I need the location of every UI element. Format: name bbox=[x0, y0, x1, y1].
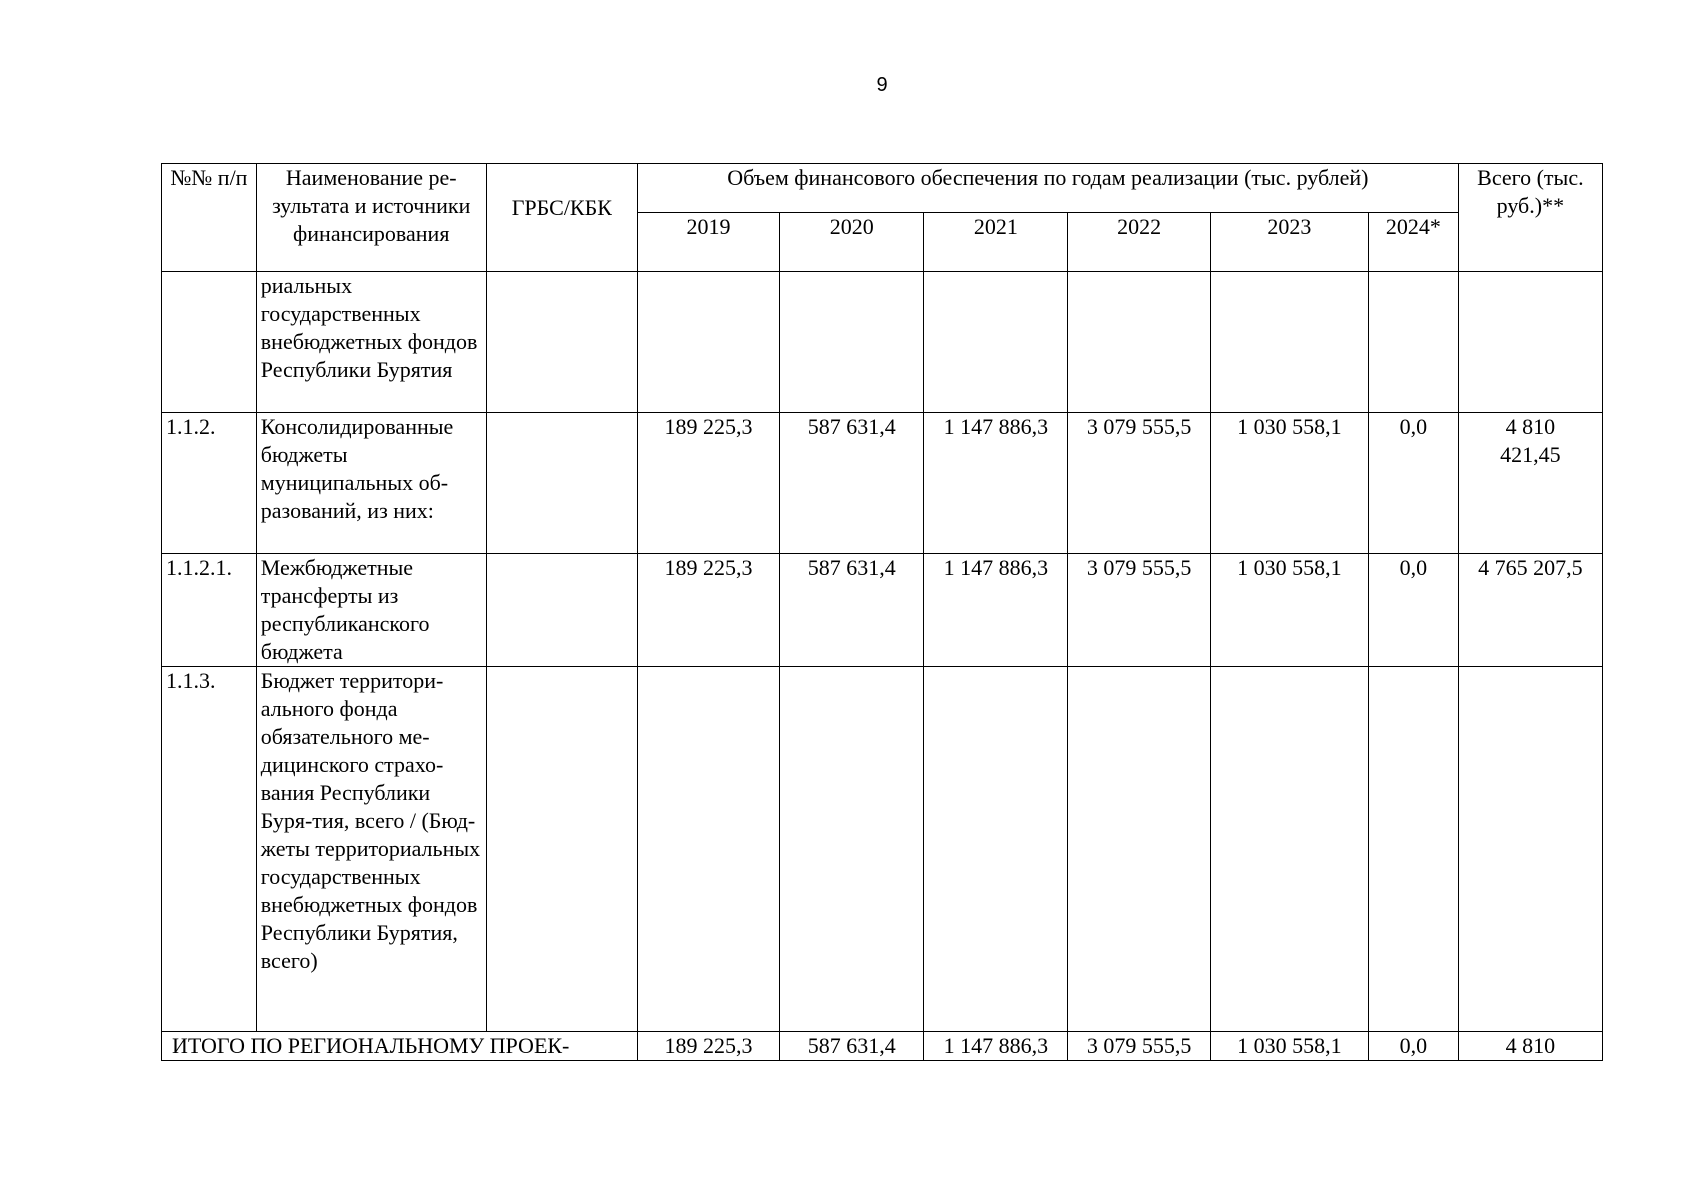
row-value bbox=[1210, 272, 1368, 413]
row-value: 3 079 555,5 bbox=[1068, 413, 1210, 554]
total-value: 189 225,3 bbox=[637, 1032, 779, 1061]
header-year: 2020 bbox=[780, 213, 924, 272]
row-value bbox=[924, 272, 1068, 413]
row-value: 189 225,3 bbox=[637, 554, 779, 667]
row-grbs bbox=[486, 667, 637, 1032]
row-name: Бюджет территори-ального фонда обязательного ме-дицинского страхо-вания Республики Буря-тия, всего / (Бюд-жеты территориальных государственных внебюджетных фондов Республики Бурятия, всего) bbox=[256, 667, 486, 1032]
total-sum: 4 810 bbox=[1458, 1032, 1602, 1061]
row-value: 1 147 886,3 bbox=[924, 554, 1068, 667]
row-value: 1 147 886,3 bbox=[924, 413, 1068, 554]
table-row bbox=[162, 554, 1603, 667]
table-row bbox=[162, 667, 1603, 1032]
row-total bbox=[1458, 272, 1602, 413]
row-num bbox=[162, 272, 257, 413]
row-value bbox=[1368, 272, 1458, 413]
row-num: 1.1.3. bbox=[162, 667, 257, 1032]
row-value bbox=[1068, 272, 1210, 413]
row-total: 4 810 421,45 bbox=[1458, 413, 1602, 554]
page-number: 9 bbox=[876, 74, 888, 96]
header-year: 2021 bbox=[924, 213, 1068, 272]
row-grbs bbox=[486, 272, 637, 413]
row-value bbox=[1210, 667, 1368, 1032]
row-value bbox=[1368, 667, 1458, 1032]
header-year: 2022 bbox=[1068, 213, 1210, 272]
header-year: 2023 bbox=[1210, 213, 1368, 272]
row-name: риальных государственных внебюджетных фондов Республики Бурятия bbox=[256, 272, 486, 413]
row-num: 1.1.2. bbox=[162, 413, 257, 554]
total-value: 1 147 886,3 bbox=[924, 1032, 1068, 1061]
row-value bbox=[637, 667, 779, 1032]
row-value bbox=[780, 272, 924, 413]
row-value bbox=[924, 667, 1068, 1032]
row-value bbox=[1068, 667, 1210, 1032]
row-value: 587 631,4 bbox=[780, 413, 924, 554]
total-value: 0,0 bbox=[1368, 1032, 1458, 1061]
header-row-1 bbox=[162, 164, 1603, 213]
row-value bbox=[637, 272, 779, 413]
header-grbs: ГРБС/КБК bbox=[486, 164, 637, 272]
header-year: 2024* bbox=[1368, 213, 1458, 272]
table-row bbox=[162, 272, 1603, 413]
header-year: 2019 bbox=[637, 213, 779, 272]
row-value: 0,0 bbox=[1368, 413, 1458, 554]
row-value: 0,0 bbox=[1368, 554, 1458, 667]
row-name: Консолидированные бюджеты муниципальных об-разований, из них: bbox=[256, 413, 486, 554]
row-value: 587 631,4 bbox=[780, 554, 924, 667]
row-name: Межбюджетные трансферты из республиканского бюджета bbox=[256, 554, 486, 667]
financing-table bbox=[161, 163, 1603, 1061]
row-value: 1 030 558,1 bbox=[1210, 413, 1368, 554]
row-grbs bbox=[486, 554, 637, 667]
row-total: 4 765 207,5 bbox=[1458, 554, 1602, 667]
total-row bbox=[162, 1032, 1603, 1061]
total-value: 1 030 558,1 bbox=[1210, 1032, 1368, 1061]
total-value: 587 631,4 bbox=[780, 1032, 924, 1061]
row-total bbox=[1458, 667, 1602, 1032]
row-grbs bbox=[486, 413, 637, 554]
header-num: №№ п/п bbox=[162, 164, 257, 272]
total-value: 3 079 555,5 bbox=[1068, 1032, 1210, 1061]
row-value bbox=[780, 667, 924, 1032]
header-volume: Объем финансового обеспечения по годам реализации (тыс. рублей) bbox=[637, 164, 1458, 213]
row-value: 3 079 555,5 bbox=[1068, 554, 1210, 667]
row-num: 1.1.2.1. bbox=[162, 554, 257, 667]
row-value: 189 225,3 bbox=[637, 413, 779, 554]
table-row bbox=[162, 413, 1603, 554]
total-label: ИТОГО ПО РЕГИОНАЛЬНОМУ ПРОЕК- bbox=[162, 1032, 638, 1061]
row-value: 1 030 558,1 bbox=[1210, 554, 1368, 667]
header-name: Наименование ре-зультата и источники финансирования bbox=[256, 164, 486, 272]
header-total: Всего (тыс. руб.)** bbox=[1458, 164, 1602, 272]
